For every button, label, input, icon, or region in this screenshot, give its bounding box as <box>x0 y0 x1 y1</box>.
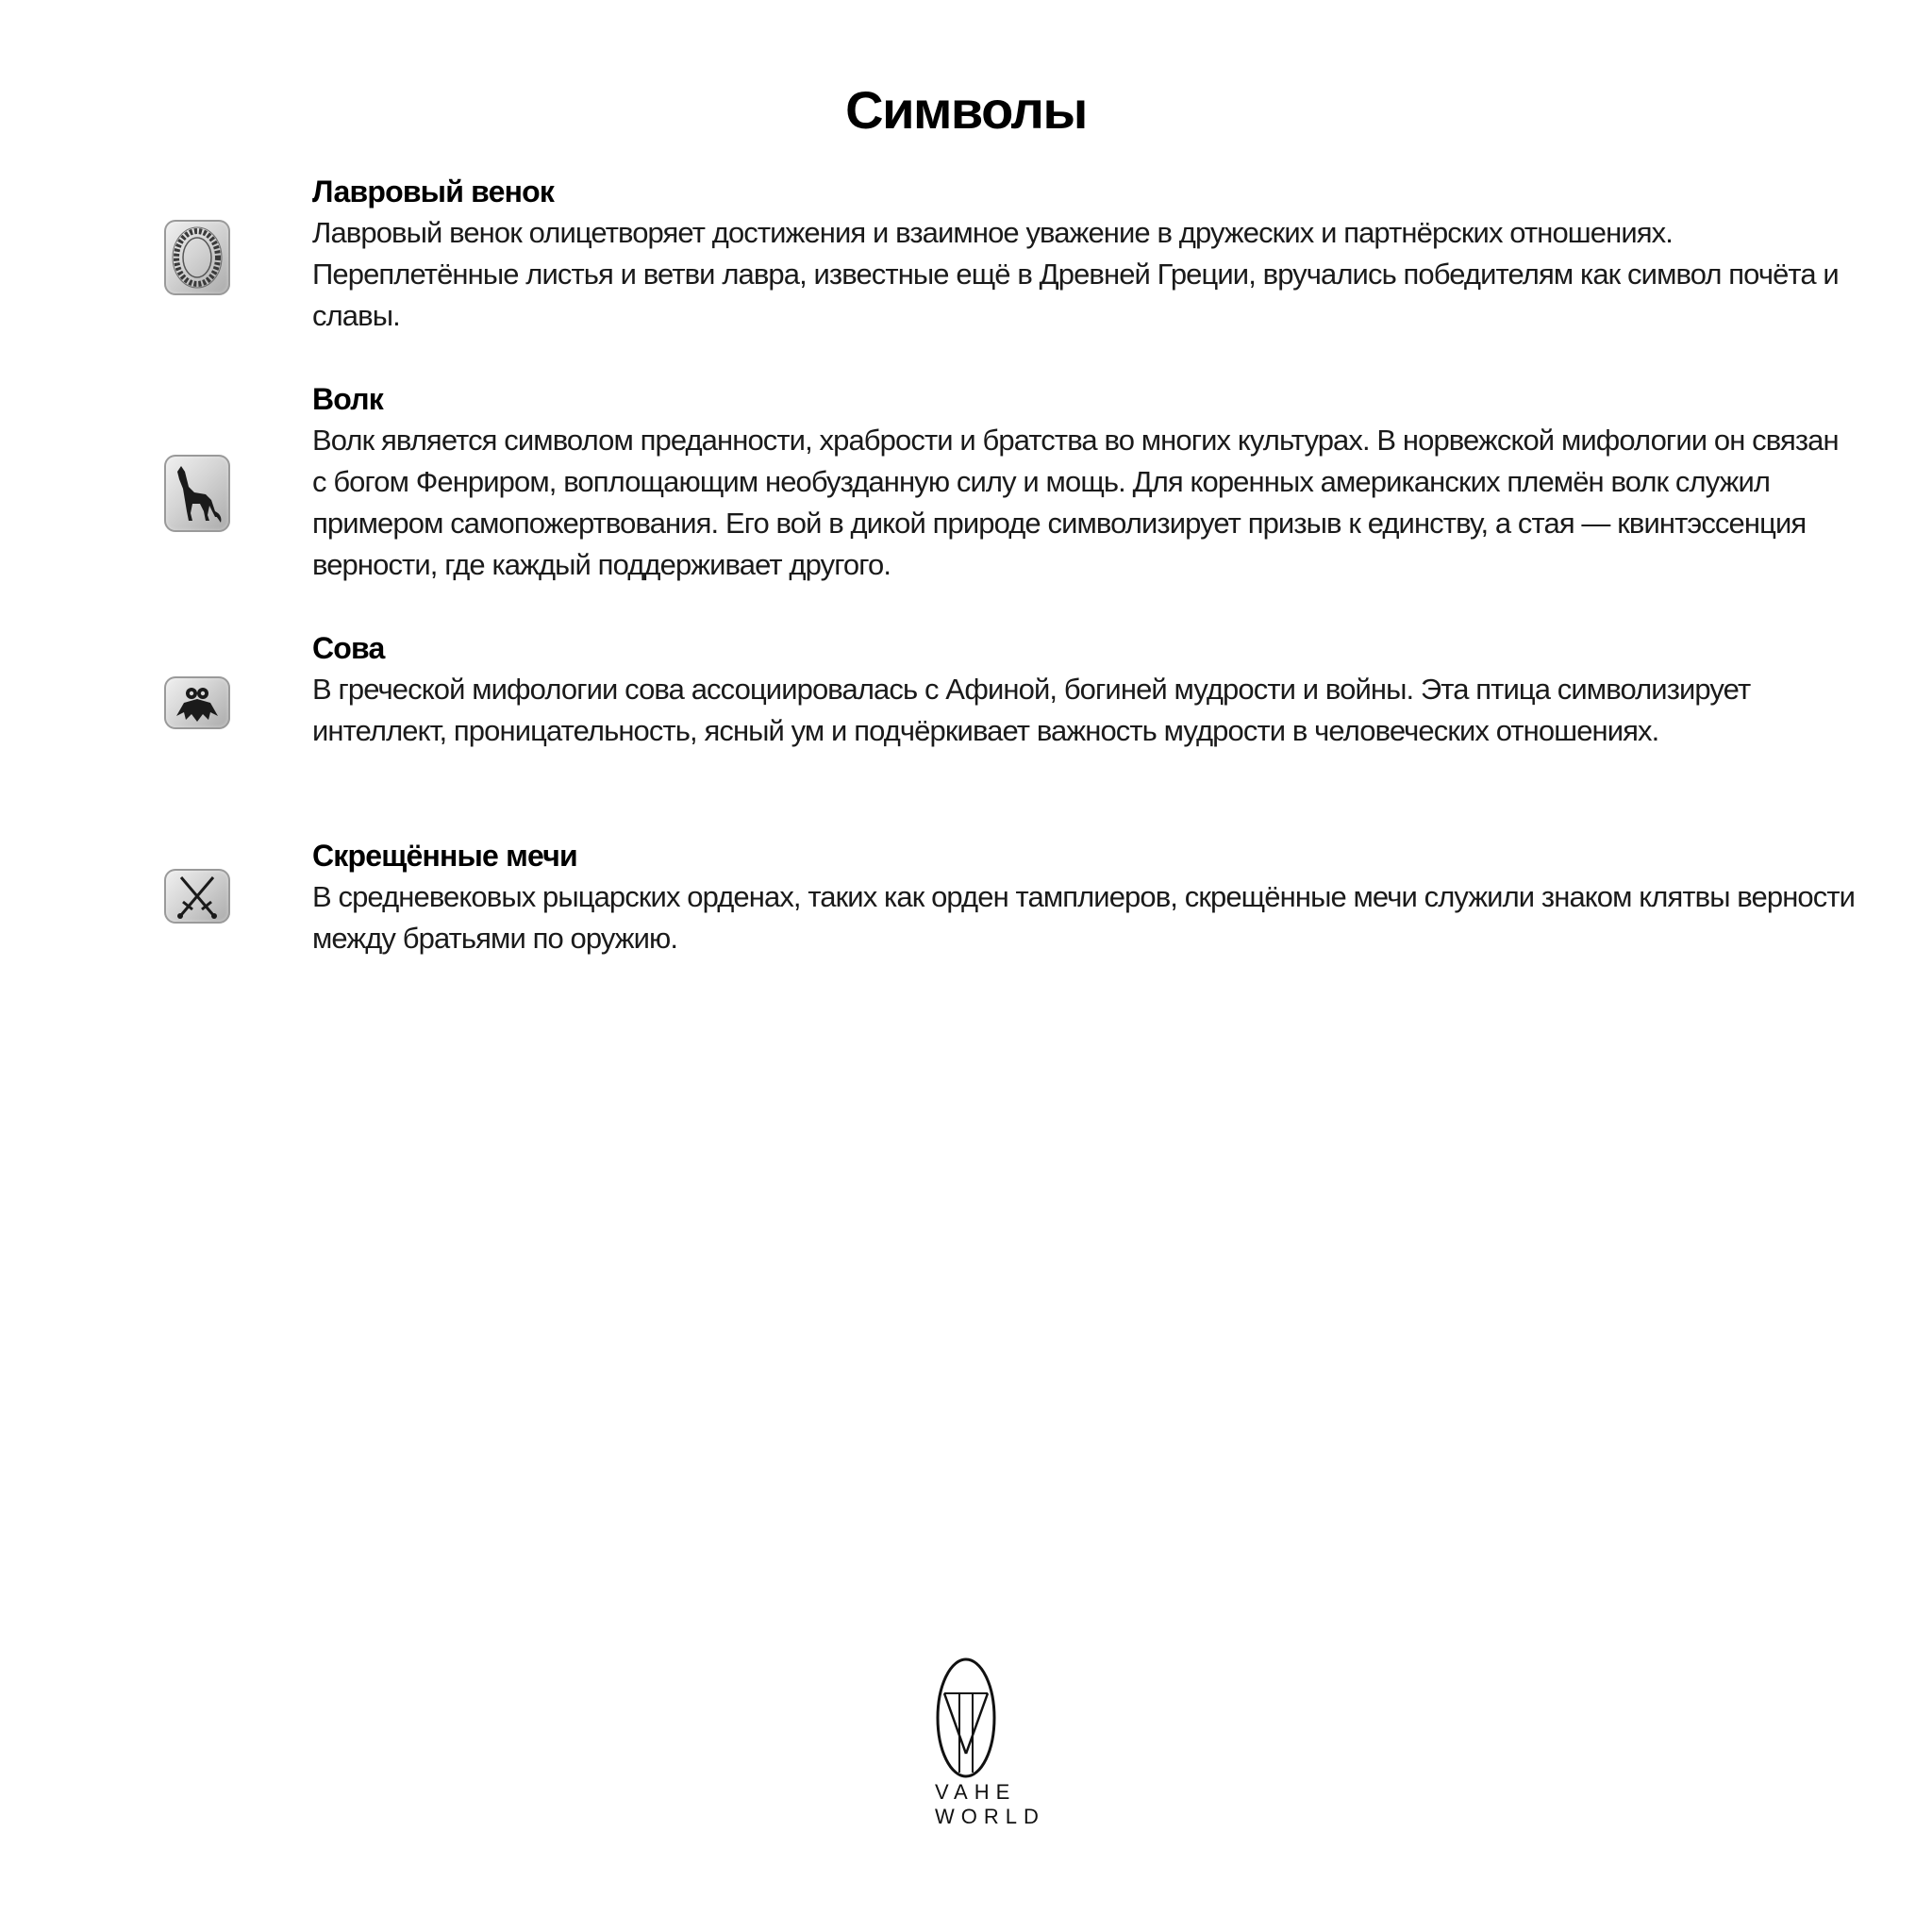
section-heading: Волк <box>312 382 384 416</box>
wolf-icon <box>164 455 230 532</box>
owl-icon <box>164 676 230 729</box>
vahe-world-logo-icon <box>935 1656 997 1780</box>
section-body: Лавровый венок олицетворяет достижения и взаимное уважение в дружеских и партнёрских отношениях. Переплетённые листья и ветви лавра, известные ещё в Древней Греции, вручались победителям как символ почёта и славы. <box>312 216 1839 332</box>
laurel-wreath-icon <box>164 220 230 295</box>
section-heading: Сова <box>312 631 385 665</box>
section-heading: Скрещённые мечи <box>312 839 577 873</box>
page-title: Символы <box>845 80 1087 140</box>
crossed-swords-icon <box>164 869 230 924</box>
section-body: В средневековых рыцарских орденах, таких как орден тамплиеров, скрещённые мечи служили знаком клятвы верности между братьями по оружию. <box>312 880 1856 955</box>
section-body: Волк является символом преданности, храбрости и братства во многих культурах. В норвежской мифологии он связан с богом Фенриром, воплощающим необузданную силу и мощь. Для коренных американских племён волк служил примером самопожертвования. Его вой в дикой природе символизирует призыв к единству, а стая — квинтэссенция верности, где каждый поддерживает другого. <box>312 424 1839 581</box>
brand-logo <box>928 1656 1045 1829</box>
section-body: В греческой мифологии сова ассоциировалась с Афиной, богиней мудрости и войны. Эта птица символизирует интеллект, проницательность, ясный ум и подчёркивает важность мудрости в человеческих отношениях. <box>312 673 1751 747</box>
brand-line-1: VAHE <box>935 1780 1017 1804</box>
brand-line-2: WORLD <box>935 1805 1045 1828</box>
section-heading: Лавровый венок <box>312 175 555 208</box>
